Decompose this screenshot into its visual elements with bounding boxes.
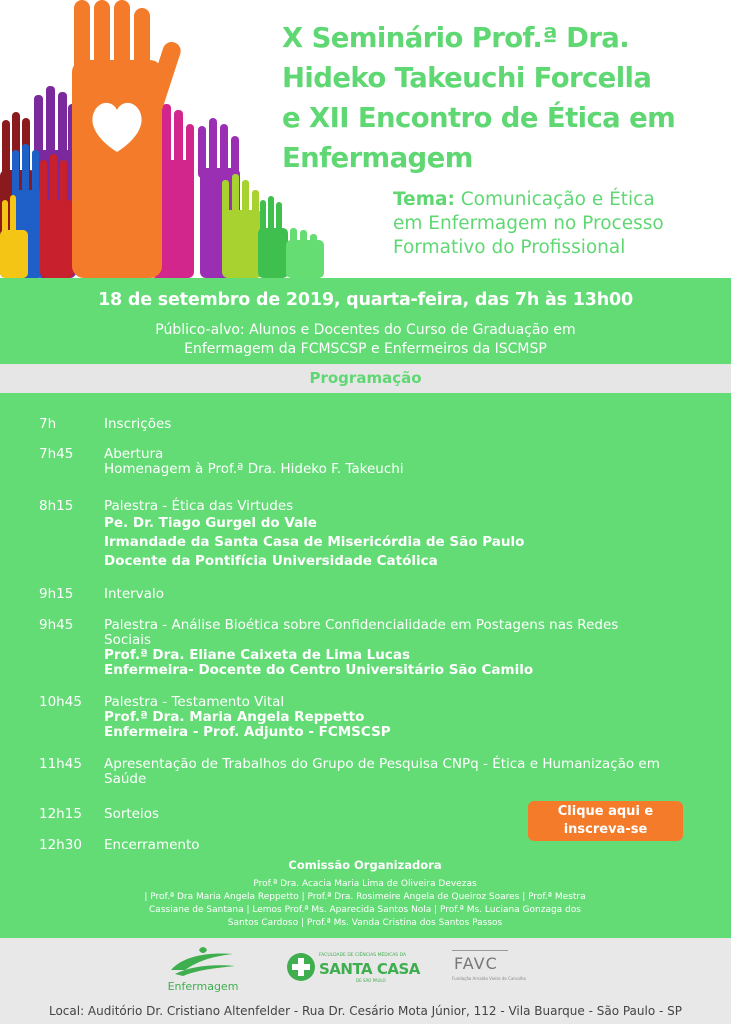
schedule-time: 10h45 (39, 694, 82, 710)
santa-casa-main: SANTA CASA (319, 960, 420, 978)
schedule-time: 8h15 (39, 498, 74, 514)
schedule-time: 12h30 (39, 837, 82, 853)
favc-logo-sub: Fundação Arnaldo Vieira de Carvalho (452, 976, 526, 981)
santa-casa-bottom: DE SÃO PAULO (356, 978, 386, 983)
theme-label: Tema: (393, 189, 455, 210)
schedule-line: Encerramento (104, 837, 200, 853)
schedule-line: Apresentação de Trabalhos do Grupo de Pesquisa CNPq - Ética e Humanização em (104, 756, 660, 772)
register-button[interactable] (528, 801, 683, 841)
audience-line: Enfermagem da FCMSCSP e Enfermeiros da ISCMSP (184, 341, 547, 357)
favc-logo-text: FAVC (454, 954, 498, 973)
schedule-time: 9h15 (39, 586, 74, 602)
schedule-time: 12h15 (39, 806, 82, 822)
event-location: Local: Auditório Dr. Cristiano Altenfelder - Rua Dr. Cesário Mota Júnior, 112 - Vila Buarque - São Paulo - SP (48, 1004, 683, 1018)
theme-line: em Enfermagem no Processo (393, 213, 664, 234)
favc-logo (452, 948, 526, 988)
event-title (282, 18, 727, 178)
santa-casa-logo (286, 948, 420, 988)
favc-rule (452, 950, 508, 951)
santa-casa-cross-logo (286, 952, 316, 982)
theme-line: Formativo do Profissional (393, 237, 626, 258)
schedule-desc (104, 499, 704, 571)
raised-hands-illustration (0, 0, 330, 278)
schedule-line: Palestra - Análise Bioética sobre Confidencialidade em Postagens nas Redes (104, 617, 619, 633)
footer (0, 938, 731, 1024)
speaker-line: Prof.ª Dra. Maria Angela Reppetto (104, 709, 365, 725)
schedule-desc (104, 695, 704, 740)
committee-title: Comissão Organizadora (288, 858, 442, 872)
committee-line: Prof.ª Dra. Acacia Maria Lima de Oliveira Devezas (253, 879, 477, 889)
date-band (0, 278, 731, 364)
speaker-line: Docente da Pontifícia Universidade Católica (104, 553, 438, 569)
schedule-line: Homenagem à Prof.ª Dra. Hideko F. Takeuchi (104, 461, 404, 477)
schedule-line: Abertura (104, 446, 164, 462)
schedule-desc (104, 757, 704, 787)
schedule-desc (104, 417, 704, 432)
organizing-committee (70, 858, 660, 930)
schedule-time: 7h45 (39, 446, 74, 462)
header (0, 0, 731, 278)
schedule-line: Intervalo (104, 586, 164, 602)
enfermagem-logo (163, 946, 243, 996)
speaker-line: Enfermeira - Prof. Adjunto - FCMSCSP (104, 724, 391, 740)
event-theme (393, 188, 728, 260)
event-date: 18 de setembro de 2019, quarta-feira, das 7h às 13h00 (98, 290, 633, 310)
schedule-desc (104, 587, 704, 602)
target-audience (0, 321, 731, 359)
speaker-line: Irmandade da Santa Casa de Misericórdia de São Paulo (104, 534, 525, 550)
enfermagem-lamp-logo (163, 946, 243, 980)
schedule-time: 9h45 (39, 617, 74, 633)
santa-casa-top: FACULDADE DE CIÊNCIAS MÉDICAS DA (319, 953, 407, 958)
program-title: Programação (0, 364, 731, 393)
schedule-desc (104, 447, 704, 477)
speaker-line: Prof.ª Dra. Eliane Caixeta de Lima Lucas (104, 647, 411, 663)
schedule (0, 393, 731, 938)
committee-line: | Prof.ª Dra Maria Angela Reppetto | Prof.ª Dra. Rosimeire Angela de Queiroz Soares | Prof.ª Mestra (144, 892, 586, 902)
schedule-line: Sorteios (104, 806, 160, 822)
schedule-desc (104, 618, 704, 678)
speaker-line: Enfermeira- Docente do Centro Universitário São Camilo (104, 662, 534, 678)
schedule-time: 11h45 (39, 756, 82, 772)
audience-line: Público-alvo: Alunos e Docentes do Curso de Graduação em (155, 322, 576, 338)
schedule-line: Saúde (104, 771, 147, 787)
register-button-line: Clique aqui e (557, 804, 654, 819)
committee-list (70, 878, 660, 930)
committee-line: Santos Cardoso | Prof.ª Ms. Vanda Cristina dos Santos Passos (227, 918, 503, 928)
theme-line: Comunicação e Ética (454, 189, 655, 210)
speaker-line: Pe. Dr. Tiago Gurgel do Vale (104, 515, 317, 531)
register-button-line: inscreva-se (563, 822, 648, 837)
schedule-time: 7h (39, 416, 57, 432)
schedule-line: Palestra - Ética das Virtudes (104, 498, 294, 514)
schedule-line: Palestra - Testamento Vital (104, 694, 285, 710)
enfermagem-logo-text: Enfermagem (167, 980, 239, 993)
hand-green (258, 196, 288, 278)
committee-line: Cassiane de Santana | Lemos Prof.ª Ms. Aparecida Santos Nola | Prof.ª Ms. Luciana Gonzaga dos (149, 905, 581, 915)
title-line: Hideko Takeuchi Forcella (282, 62, 652, 94)
schedule-line: Sociais (104, 632, 152, 648)
hand-light-green (286, 228, 324, 278)
hand-yellow-green (222, 174, 262, 278)
title-line: e XII Encontro de Ética em (282, 102, 676, 134)
schedule-line: Inscrições (104, 416, 172, 432)
title-line: X Seminário Prof.ª Dra. (282, 22, 630, 54)
title-line: Enfermagem (282, 142, 473, 174)
